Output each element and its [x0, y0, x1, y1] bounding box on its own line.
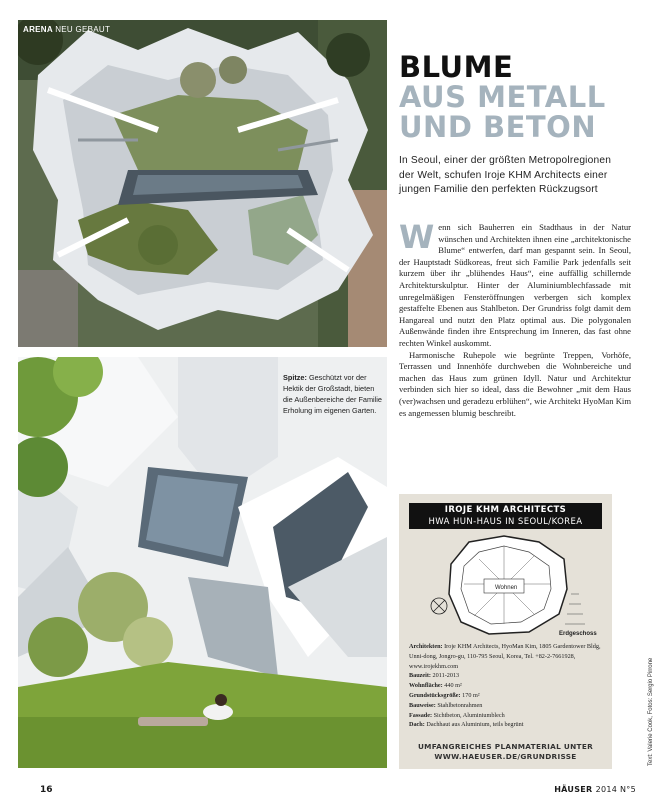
headline-line-3: UND BETON: [399, 110, 597, 144]
caption-text: Geschützt vor der Hektik der Großstadt, bieten die Außenbereiche der Familie Erholung im eigenen Garten.: [283, 373, 382, 415]
article-body: [399, 218, 631, 419]
fact-row: [409, 671, 609, 681]
issue-number: 2014 N°5: [595, 785, 636, 794]
fact-key: Architekten:: [409, 643, 443, 650]
aerial-house-photo: [18, 20, 387, 347]
fact-key: Bauweise:: [409, 701, 436, 709]
photo-caption: [283, 372, 383, 416]
plan-label-floor: Erdgeschoss: [559, 631, 597, 637]
fact-value: Iroje KHM Architects, HyoMan Kim, 1805 Gardentower Bldg, Unni-dong, Jongro-gu, 110-795 Seoul, Korea, Tel. +82-2-7661928, www.irojekhm.com: [409, 643, 601, 670]
fact-row: [409, 720, 609, 730]
footer-link[interactable]: WWW.HAEUSER.DE/GRUNDRISSE: [434, 752, 577, 761]
fact-row: [409, 691, 609, 701]
fact-value: Dachhaut aus Aluminium, teils begrünt: [426, 721, 524, 729]
info-box-header: [409, 503, 602, 529]
headline-line-1: BLUME: [399, 50, 514, 84]
info-box-title: IROJE KHM ARCHITECTS: [444, 505, 567, 515]
fact-value: 440 m²: [444, 682, 462, 690]
fact-key: Dach:: [409, 721, 425, 729]
magazine-issue: [554, 785, 636, 794]
fact-key: Grundstücksgröße:: [409, 691, 461, 699]
photo-credits: Text: Valerie Cook, Fotos: Sergio Pirrone: [648, 657, 654, 766]
info-box-footer: [409, 742, 602, 762]
section-sublabel: NEU GEBAUT: [55, 25, 111, 34]
fact-value: Sichtbeton, Aluminiumblech: [433, 711, 505, 719]
section-label: ARENA: [23, 25, 53, 34]
fact-key: Fassade:: [409, 711, 433, 719]
headline: [399, 52, 639, 142]
fact-value: 2011-2013: [432, 672, 460, 680]
garden-facade-photo: [18, 357, 387, 768]
paragraph-1: [399, 218, 631, 350]
fact-value: Stahlbetonrahmen: [437, 701, 483, 709]
magazine-name: HÄUSER: [554, 785, 593, 794]
project-info-box: [399, 494, 612, 769]
page-number: 16: [40, 785, 53, 795]
fact-row: [409, 681, 609, 691]
info-box-subtitle: HWA HUN-HAUS IN SEOUL/KOREA: [428, 517, 583, 527]
caption-bold: Spitze:: [283, 373, 307, 382]
fact-value: 170 m²: [462, 691, 480, 699]
paragraph-1-text: enn sich Bauherren ein Stadthaus in der Natur wünschen und Architekten ihnen eine „architektonische Blume“ entwerfen, darf man gespannt sein. In Seoul, der Hauptstadt Südkoreas, freut sich Familie Park jedenfalls seit kurzem über ihr „blühendes Haus“, eine auffällig schillernde Architekturskulptur. Hinter der Aluminiumblechfassade mit unregelmäßigen Fensteröffnungen verbergen sich komplex gestaffelte Ebenen aus Stahlbeton. Der Grundriss folgt damit dem Hangareal und nutzt den Platz optimal aus. Die polygonalen Außenwände finden ihre Entsprechung im Inneren, das fast ohne rechten Winkel auskommt.: [399, 222, 631, 348]
project-facts: [409, 642, 609, 730]
footer-line-1: UMFANGREICHES PLANMATERIAL UNTER: [417, 742, 594, 751]
lead-paragraph: In Seoul, einer der größten Metropolregionen der Welt, schufen Iroje KHM Architects einer jungen Familie den perfekten Rückzugsort: [399, 155, 612, 195]
floor-plan-drawing: [409, 534, 602, 638]
drop-cap: W: [399, 218, 435, 256]
fact-key: Wohnfläche:: [409, 682, 443, 690]
fact-row: [409, 711, 609, 721]
fact-row: [409, 642, 609, 671]
section-tag: [23, 25, 110, 34]
headline-line-2: AUS METALL: [399, 80, 606, 114]
fact-row: [409, 701, 609, 711]
paragraph-2: Harmonische Ruhepole wie begrünte Treppen, Vorhöfe, Terrassen und Innenhöfe durchweben die Wohnbereiche und machen das Haus zum grünen Idyll. Natur und Architektur verbinden sich hier so ideal, dass die Bewohner „mit dem Haus (ver)wachsen und geradezu erblühen“, wie Architekt HyoMan Kim es angemessen blumig beschreibt.: [399, 349, 631, 418]
fact-key: Bauzeit:: [409, 672, 431, 680]
plan-label-living: Wohnen: [495, 585, 518, 591]
